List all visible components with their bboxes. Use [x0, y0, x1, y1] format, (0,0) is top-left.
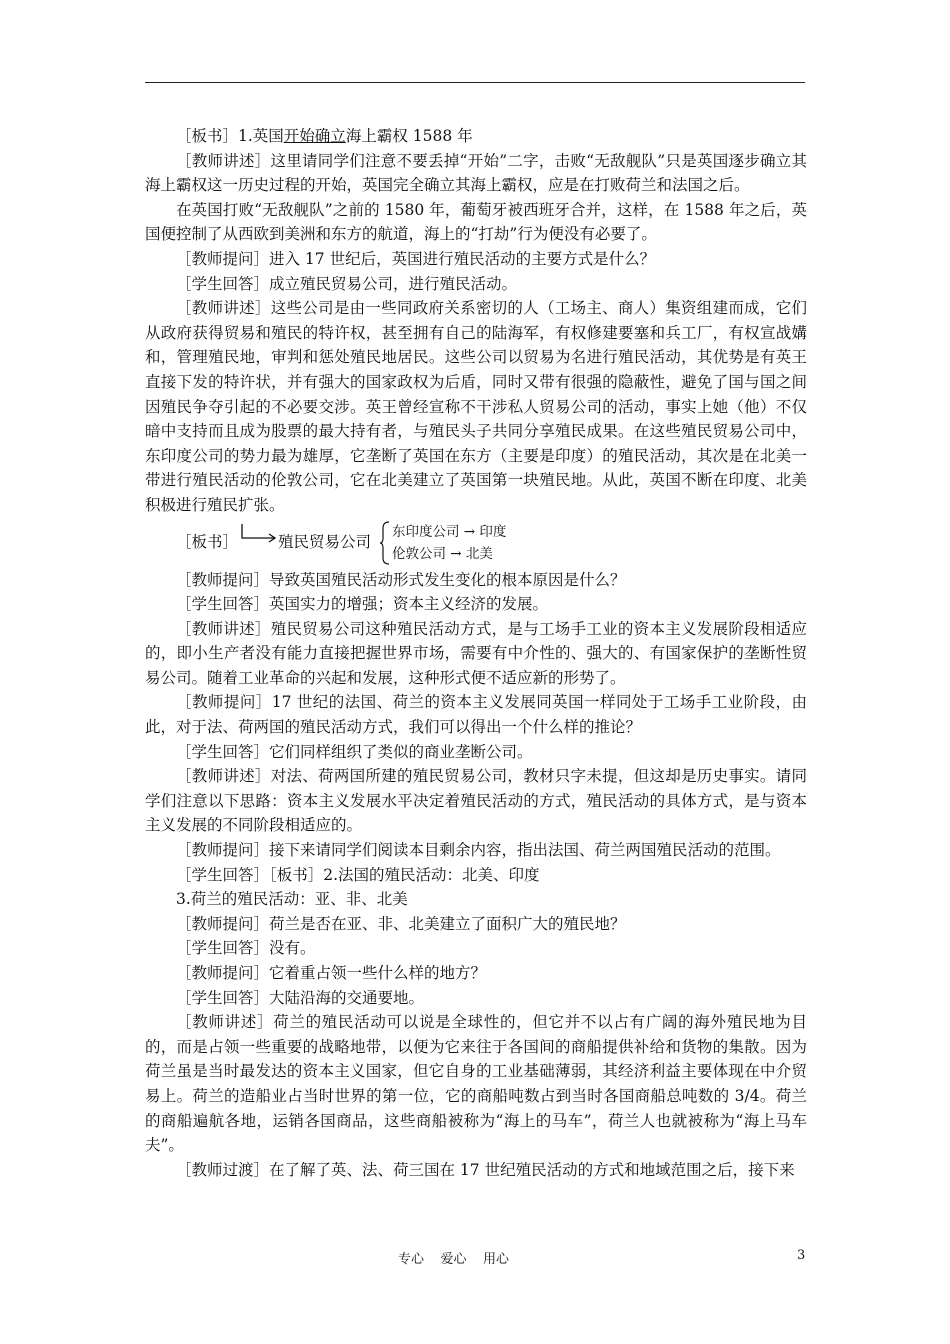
paragraph: ［教师讲述］这里请同学们注意不要丢掉“开始”二字，击败“无敌舰队”只是英国逐步确立其海上霸权这一历史过程的开始，英国完全确立其海上霸权，应是在打败荷兰和法国之后。	[145, 151, 807, 195]
bent-arrow-icon	[240, 520, 280, 550]
paragraph: ［学生回答］它们同样组织了类似的商业垄断公司。	[176, 742, 533, 761]
diagram-branch-2: 伦敦公司 → 北美	[392, 545, 493, 562]
underlined-phrase: 开始确立	[283, 127, 346, 145]
brace-icon	[379, 520, 391, 566]
footer-motto: 专心 爱心 用心	[398, 1252, 510, 1267]
paragraph: ［教师讲述］这些公司是由一些同政府关系密切的人（工场主、商人）集资组建而成，它们从政府获得贸易和殖民的特许权，甚至拥有自己的陆海军，有权修建要塞和兵工厂，有权宣战媾和，管理殖民地，审判和惩处殖民地居民。这些公司以贸易为名进行殖民活动，其优势是有英王直接下发的特许状，并有强大的国家政权为后盾，同时又带有很强的隐蔽性，避免了国与国之间因殖民争夺引起的不必要交涉。英王曾经宣称不干涉私人贸易公司的活动，事实上她（他）不仅暗中支持而且成为股票的最大持有者，与殖民头子共同分享殖民成果。在这些殖民贸易公司中，东印度公司的势力最为雄厚，它垄断了英国在东方（主要是印度）的殖民活动，其次是在北美一带进行殖民活动的伦敦公司，它在北美建立了英国第一块殖民地。从此，英国不断在印度、北美积极进行殖民扩张。	[145, 299, 807, 514]
paragraph: ［教师提问］导致英国殖民活动形式发生变化的根本原因是什么？	[176, 570, 626, 589]
paragraph: ［教师提问］17 世纪的法国、荷兰的资本主义发展同英国一样同处于工场手工业阶段，由此，对于法、荷两国的殖民活动方式，我们可以得出一个什么样的推论？	[145, 693, 807, 737]
paragraph: ［学生回答］［板书］2.法国的殖民活动：北美、印度	[176, 865, 540, 884]
diagram-label: ［板书］	[176, 532, 239, 551]
diagram-branch-1: 东印度公司 → 印度	[392, 523, 507, 540]
paragraph: ［板书］1.英国开始确立海上霸权 1588 年	[176, 127, 473, 145]
board-diagram	[145, 520, 807, 566]
paragraph: ［学生回答］没有。	[176, 939, 316, 958]
header-rule	[145, 82, 805, 83]
paragraph: ［教师讲述］荷兰的殖民活动可以说是全球性的，但它并不以占有广阔的海外殖民地为目的，而是占领一些重要的战略地带，以便为它来往于各国间的商船提供补给和货物的集散。因为荷兰虽是当时最发达的资本主义国家，但它自身的工业基础薄弱，其经济利益主要体现在中介贸易上。荷兰的造船业占当时世界的第一位，它的商船吨数占到当时各国商船总吨数的 3/4。荷兰的商船遍航各地，运销各国商品，这些商船被称为“海上的马车”，荷兰人也就被称为“海上马车夫”。	[145, 1013, 807, 1155]
paragraph: 在英国打败“无敌舰队”之前的 1580 年，葡萄牙被西班牙合并，这样，在 1588 年之后，英国便控制了从西欧到美洲和东方的航道，海上的“打劫”行为便没有必要了。	[145, 200, 807, 244]
paragraph: ［教师提问］进入 17 世纪后，英国进行殖民活动的主要方式是什么？	[176, 249, 656, 268]
paragraph: ［教师提问］荷兰是否在亚、非、北美建立了面积广大的殖民地？	[176, 914, 626, 933]
page-body	[145, 124, 807, 1182]
paragraph: ［教师讲述］殖民贸易公司这种殖民活动方式，是与工场手工业的资本主义发展阶段相适应的，即小生产者没有能力直接把握世界市场，需要有中介性的、强大的、有国家保护的垄断性贸易公司。随着工业革命的兴起和发展，这种形式便不适应新的形势了。	[145, 619, 807, 687]
paragraph: ［教师过渡］在了解了英、法、荷三国在 17 世纪殖民活动的方式和地域范围之后，接下来	[176, 1160, 795, 1179]
paragraph: 3.荷兰的殖民活动：亚、非、北美	[176, 890, 408, 909]
paragraph: ［学生回答］英国实力的增强；资本主义经济的发展。	[176, 595, 549, 614]
paragraph: ［教师提问］接下来请同学们阅读本目剩余内容，指出法国、荷兰两国殖民活动的范围。	[176, 841, 781, 860]
paragraph: ［教师讲述］对法、荷两国所建的殖民贸易公司，教材只字未提，但这却是历史事实。请同学们注意以下思路：资本主义发展水平决定着殖民活动的方式，殖民活动的具体方式，是与资本主义发展的不同阶段相适应的。	[145, 767, 807, 835]
paragraph: ［教师提问］它着重占领一些什么样的地方？	[176, 964, 487, 982]
paragraph: ［学生回答］成立殖民贸易公司，进行殖民活动。	[176, 274, 518, 293]
page-number: 3	[797, 1248, 806, 1263]
paragraph: ［学生回答］大陆沿海的交通要地。	[176, 988, 425, 1007]
diagram-main: 殖民贸易公司	[278, 532, 372, 551]
